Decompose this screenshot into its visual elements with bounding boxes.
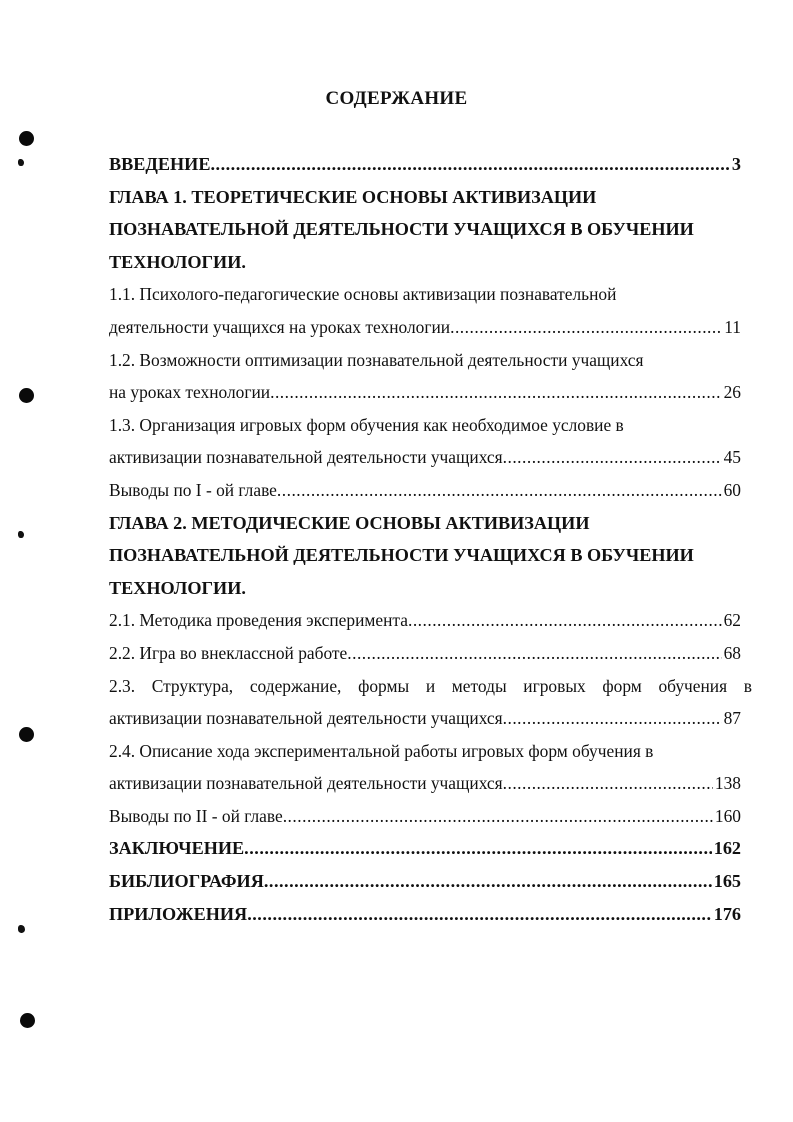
toc-entry-2-4 (109, 767, 741, 800)
toc-entry-1-1-line1: 1.1. Психолого-педагогические основы активизации познавательной (109, 284, 617, 305)
chapter-heading: ГЛАВА 1. ТЕОРЕТИЧЕСКИЕ ОСНОВЫ АКТИВИЗАЦИИ (109, 186, 597, 207)
toc-entry-page: 87 (723, 708, 741, 729)
toc-entry-label: на уроках технологии (109, 382, 271, 403)
toc-entry-label: Выводы по I - ой главе (109, 479, 277, 500)
toc-entry-2-3 (109, 702, 741, 735)
punch-hole (19, 131, 34, 146)
table-of-contents (109, 148, 752, 930)
toc-entry-page: 165 (713, 871, 741, 892)
toc-entry-label: ЗАКЛЮЧЕНИЕ (109, 838, 245, 859)
toc-entry-label: 2.1. Методика проведения эксперимента (109, 610, 408, 631)
toc-entry-page: 26 (723, 382, 741, 403)
toc-entry-label: активизации познавательной деятельности учащихся (109, 708, 503, 729)
toc-entry-1-2 (109, 376, 741, 409)
chapter-heading: ПОЗНАВАТЕЛЬНОЙ ДЕЯТЕЛЬНОСТИ УЧАЩИХСЯ В ОБУЧЕНИИ (109, 545, 694, 566)
toc-entry-2-4-line1: 2.4. Описание хода экспериментальной работы игровых форм обучения в (109, 740, 654, 761)
toc-entry-label: активизации познавательной деятельности учащихся (109, 773, 503, 794)
toc-entry-page: 62 (723, 610, 741, 631)
leader-dots (503, 702, 722, 735)
punch-hole (19, 388, 34, 403)
leader-dots (247, 898, 712, 931)
toc-entry-page: 3 (731, 154, 741, 174)
toc-entry-label: ПРИЛОЖЕНИЯ (109, 903, 248, 924)
chapter-heading: ГЛАВА 2. МЕТОДИЧЕСКИЕ ОСНОВЫ АКТИВИЗАЦИИ (109, 512, 590, 533)
leader-dots (347, 637, 721, 670)
toc-entry-page: 68 (723, 642, 741, 663)
toc-entry-label: Выводы по II - ой главе (109, 805, 283, 826)
leader-dots (277, 474, 722, 507)
leader-dots (503, 767, 713, 800)
page-title: СОДЕРЖАНИЕ (325, 88, 468, 109)
toc-entry-bibliography (109, 865, 741, 898)
toc-entry-label: деятельности учащихся на уроках технологии (109, 316, 451, 337)
leader-dots (244, 832, 712, 865)
toc-entry-chapter1-conclusions (109, 474, 741, 507)
toc-entry-page: 11 (724, 316, 741, 337)
scan-speck (18, 159, 24, 166)
punch-hole (20, 1013, 35, 1028)
toc-entry-label: БИБЛИОГРАФИЯ (109, 871, 264, 892)
toc-entry-page: 160 (714, 805, 741, 826)
scan-speck (18, 531, 24, 538)
toc-entry-label: 2.2. Игра во внеклассной работе (109, 642, 348, 663)
chapter-heading: ТЕХНОЛОГИИ. (109, 577, 246, 598)
toc-entry-introduction (109, 148, 741, 181)
leader-dots (270, 376, 722, 409)
toc-entry-2-1 (109, 604, 741, 637)
toc-entry-page: 162 (713, 838, 741, 859)
leader-dots (450, 311, 722, 344)
toc-entry-label: ВВЕДЕНИЕ (109, 154, 211, 174)
toc-entry-page: 60 (723, 479, 741, 500)
leader-dots (210, 148, 729, 181)
toc-entry-page: 45 (723, 447, 741, 468)
scan-speck (18, 925, 25, 933)
toc-entry-2-2 (109, 637, 741, 670)
toc-entry-label: активизации познавательной деятельности учащихся (109, 447, 503, 468)
chapter-heading: ПОЗНАВАТЕЛЬНОЙ ДЕЯТЕЛЬНОСТИ УЧАЩИХСЯ В ОБУЧЕНИИ (109, 219, 694, 240)
toc-entry-1-1 (109, 311, 741, 344)
toc-entry-page: 176 (713, 903, 741, 924)
leader-dots (264, 865, 712, 898)
toc-entry-1-3-line1: 1.3. Организация игровых форм обучения как необходимое условие в (109, 414, 624, 435)
toc-entry-chapter2-conclusions (109, 800, 741, 833)
toc-entry-1-3 (109, 441, 741, 474)
toc-entry-appendices (109, 898, 741, 931)
chapter-heading: ТЕХНОЛОГИИ. (109, 251, 246, 272)
toc-entry-page: 138 (714, 773, 741, 794)
leader-dots (503, 441, 722, 474)
toc-entry-1-2-line1: 1.2. Возможности оптимизации познавательной деятельности учащихся (109, 349, 644, 370)
leader-dots (283, 800, 713, 833)
punch-hole (19, 727, 34, 742)
leader-dots (408, 604, 722, 637)
toc-entry-conclusion (109, 832, 741, 865)
toc-entry-2-3-line1: 2.3. Структура, содержание, формы и методы игровых форм обучения в (109, 675, 752, 696)
